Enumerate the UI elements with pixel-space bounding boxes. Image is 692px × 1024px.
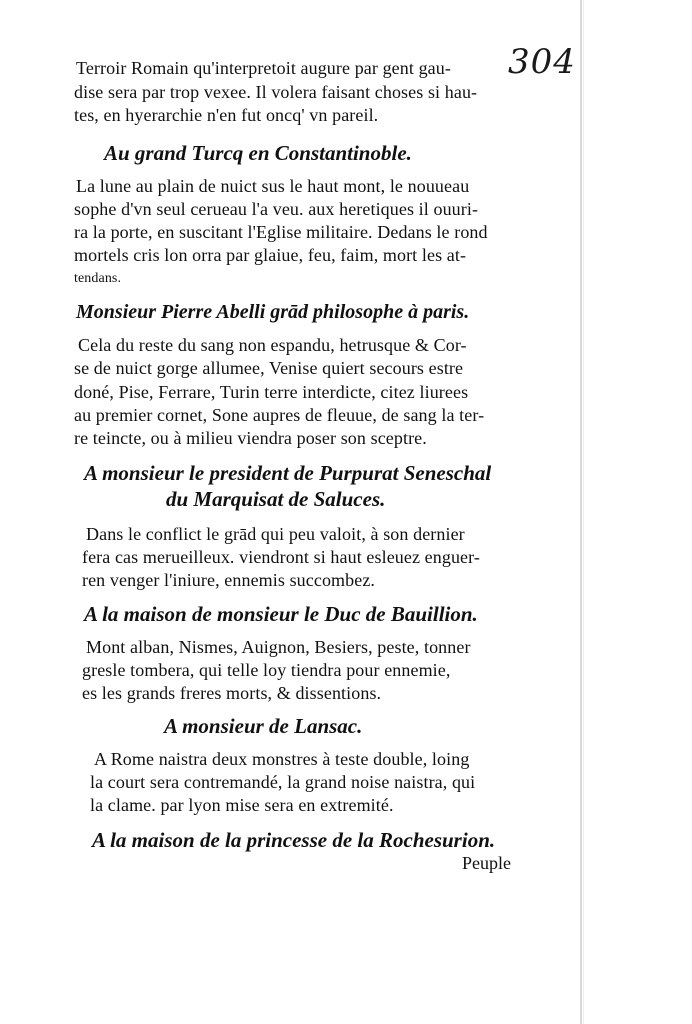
text-line: gresle tombera, qui telle loy tiendra pour ennemie, (82, 660, 451, 680)
text-line: es les grands freres morts, & dissentions. (82, 683, 382, 703)
text-line: fera cas merueilleux. viendront si haut esleuez enguer- (82, 547, 480, 567)
text-line: doné, Pise, Ferrare, Turin terre interdicte, citez liurees (74, 382, 469, 402)
text-line: tendans. (74, 271, 122, 286)
text-line: A Rome naistra deux monstres à teste double, loing (94, 749, 470, 769)
text-line: Dans le conflict le grād qui peu valoit, à son dernier (86, 524, 465, 544)
page-number: 304 (508, 42, 576, 82)
text-line: la clame. par lyon mise sera en extremité. (90, 795, 394, 815)
section-heading: du Marquisat de Saluces. (166, 487, 386, 511)
text-line: Cela du reste du sang non espandu, hetrusque & Cor- (78, 335, 467, 355)
text-line: sophe d'vn seul cerueau l'a veu. aux heretiques il ouuri- (74, 199, 479, 219)
page-edge (580, 0, 582, 1024)
section-heading: Monsieur Pierre Abelli grād philosophe à paris. (76, 301, 470, 323)
section-heading: A monsieur le president de Purpurat Seneschal (84, 461, 492, 485)
text-line: se de nuict gorge allumee, Venise quiert secours estre (74, 358, 464, 378)
text-line: re teincte, ou à milieu viendra poser son sceptre. (74, 428, 427, 448)
text-line: au premier cornet, Sone aupres de fleuue, de sang la ter- (74, 405, 485, 425)
text-line: Terroir Romain qu'interpretoit augure par gent gau- (76, 58, 451, 78)
text-line: ra la porte, en suscitant l'Eglise militaire. Dedans le rond (74, 222, 488, 242)
text-line: ren venger l'iniure, ennemis succombez. (82, 570, 376, 590)
page-edge-shadow (583, 0, 584, 1024)
text-line: mortels cris lon orra par glaiue, feu, faim, mort les at- (74, 245, 467, 265)
text-line: La lune au plain de nuict sus le haut mont, le nouueau (76, 176, 470, 196)
text-line: Mont alban, Nismes, Auignon, Besiers, peste, tonner (86, 637, 471, 657)
section-heading: A la maison de monsieur le Duc de Bauillion. (84, 602, 478, 626)
catchword: Peuple (462, 853, 511, 873)
text-line: tes, en hyerarchie n'en fut oncq' vn pareil. (74, 105, 379, 125)
section-heading: A monsieur de Lansac. (164, 714, 363, 738)
text-line: la court sera contremandé, la grand noise naistra, qui (90, 772, 476, 792)
section-heading: Au grand Turcq en Constantinoble. (104, 141, 412, 165)
text-line: dise sera par trop vexee. Il volera faisant choses si hau- (74, 82, 478, 102)
section-heading: A la maison de la princesse de la Rochesurion. (92, 828, 496, 852)
